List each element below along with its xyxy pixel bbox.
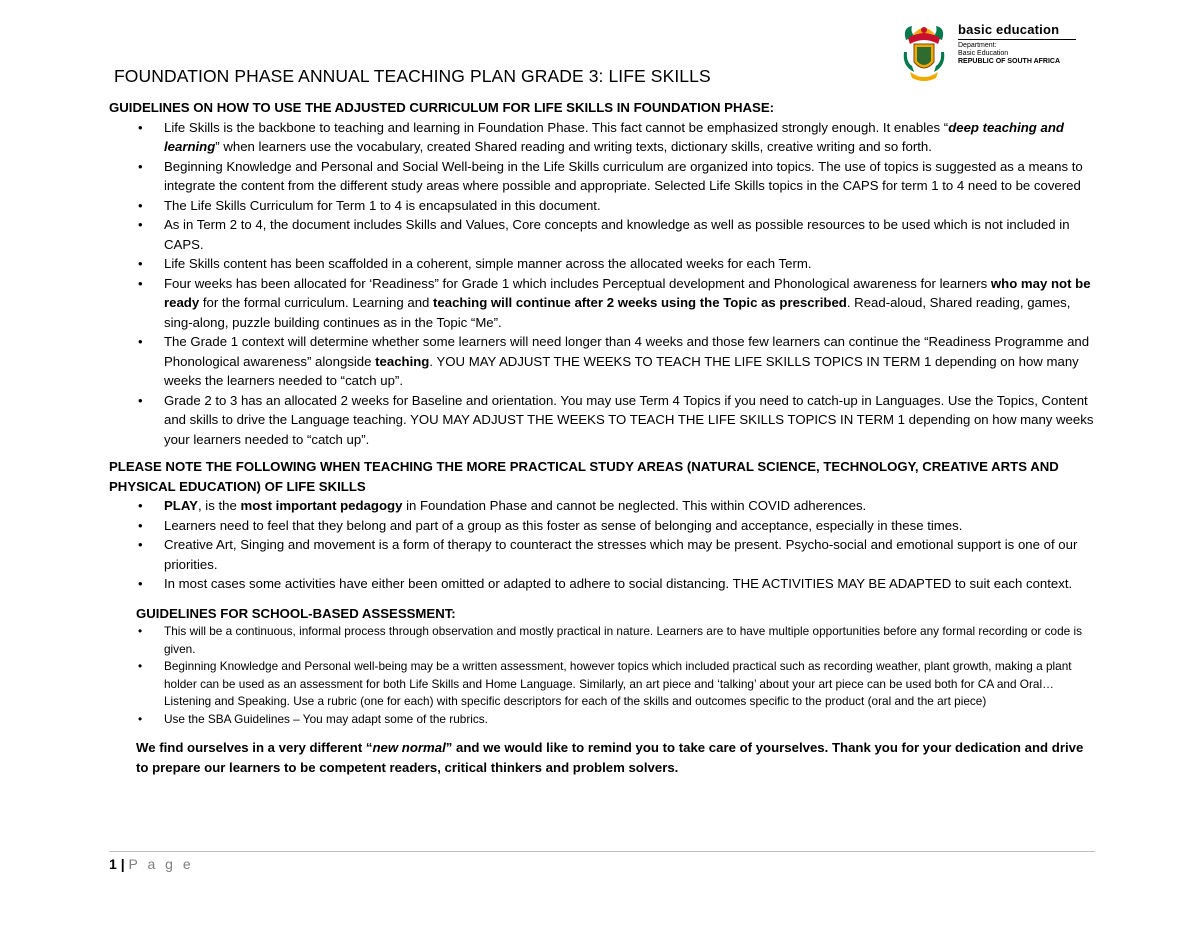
closing-text: We find ourselves in a very different “: [136, 740, 373, 755]
section-heading-practical: PLEASE NOTE THE FOLLOWING WHEN TEACHING THE MORE PRACTICAL STUDY AREAS (NATURAL SCIENCE, TECHNOLOGY, CREATIVE ARTS AND PHYSICAL EDUCATION) OF LIFE SKILLS: [109, 459, 1059, 494]
item-text: ” when learners use the vocabulary, created Shared reading and writing texts, dictionary skills, creative writing and so forth.: [215, 139, 932, 154]
list-item: [109, 496, 1099, 516]
bullet-icon: •: [138, 498, 143, 513]
item-text: The Grade 1 context will determine whether some learners will need longer than 4 weeks and those few learners can continue the “Readiness Programme and Phonological awareness” alongside: [164, 334, 1090, 369]
bullet-icon: •: [138, 119, 143, 135]
bullet-icon: •: [138, 217, 143, 232]
logo-title: basic education: [958, 22, 1060, 37]
logo-rule: [958, 39, 1076, 40]
list-item: [109, 274, 1099, 333]
item-text: Grade 2 to 3 has an allocated 2 weeks for Baseline and orientation. You may use Term 4 Topics if you need to catch-up in Languages. Use the Topics, Content and skills to drive the Language teaching. YOU MAY ADJUST THE WEEKS TO TEACH THE LIFE SKILLS TOPICS IN TERM 1 depending on how many weeks your learners needed to “catch up”.: [164, 392, 1094, 447]
list-item: [109, 535, 1099, 574]
bullet-icon: •: [138, 334, 143, 349]
list-item: [109, 332, 1099, 391]
page-title: FOUNDATION PHASE ANNUAL TEACHING PLAN GRADE 3: LIFE SKILLS: [114, 66, 711, 86]
list-item: [109, 157, 1099, 196]
item-emphasis: PLAY: [164, 498, 198, 513]
bullet-icon: •: [138, 537, 143, 552]
footer-divider: [109, 851, 1095, 852]
bullet-icon: •: [138, 256, 143, 271]
logo-department-label: Department:: [958, 42, 997, 49]
item-text: for the formal curriculum. Learning and: [199, 295, 434, 310]
item-text: This will be a continuous, informal process through observation and mostly practical in nature. Learners are to have multiple opportunities before any formal recording or code is given.: [164, 624, 1083, 656]
item-text: In most cases some activities have either been omitted or adapted to adhere to social distancing. THE ACTIVITIES MAY BE ADAPTED to suit each context.: [164, 576, 1073, 591]
item-emphasis: most important pedagogy: [240, 498, 403, 513]
item-text: As in Term 2 to 4, the document includes Skills and Values, Core concepts and knowledge as well as possible resources to be used which is not included in CAPS.: [164, 217, 1070, 252]
item-emphasis: deep teaching and learning: [164, 119, 1064, 154]
section-heading-assessment: GUIDELINES FOR SCHOOL-BASED ASSESSMENT:: [136, 605, 456, 621]
item-text: Learners need to feel that they belong and part of a group as this foster as sense of belonging and acceptance, especially in these times.: [164, 517, 963, 533]
bullet-icon: •: [138, 197, 143, 213]
item-text: in Foundation Phase and cannot be neglected. This within COVID adherences.: [402, 498, 867, 513]
footer-separator: |: [120, 856, 125, 872]
department-logo: [898, 22, 1088, 86]
list-item: [109, 623, 1099, 658]
item-emphasis: who may not be ready: [164, 275, 1091, 310]
page-footer: [109, 856, 194, 872]
item-emphasis: teaching: [375, 353, 430, 369]
logo-text: [958, 22, 1076, 66]
coat-of-arms-icon: [898, 22, 950, 84]
bullet-icon: •: [138, 711, 143, 726]
item-text: . Read-aloud, Shared reading, games, sing-along, puzzle building continues as in the Topic “Me”.: [164, 295, 1071, 330]
item-text: . YOU MAY ADJUST THE WEEKS TO TEACH THE LIFE SKILLS TOPICS IN TERM 1 depending on how many weeks the learners needed to “catch up”.: [164, 353, 1079, 388]
bullet-icon: •: [138, 275, 143, 291]
logo-department-name: Basic Education: [958, 50, 1009, 57]
item-text: Beginning Knowledge and Personal well-being may be a written assessment, however topics which included practical such as recording weather, plant growth, making a plant holder can be used as an assessment for both Life Skills and Home Language. Similarly, an art piece and ‘talking’ about your art piece can be used both for CA and Oral…Listening and Speaking. Use a rubric (one for each) with specific descriptors for each of the skills and outcomes specific to the product (oral and the art piece): [164, 659, 1072, 708]
bullet-icon: •: [138, 158, 143, 174]
assessment-list: [109, 623, 1099, 728]
list-item: [109, 118, 1099, 157]
logo-country: REPUBLIC OF SOUTH AFRICA: [958, 58, 1061, 65]
bullet-icon: •: [138, 624, 143, 638]
list-item: [109, 658, 1099, 711]
item-text: Life Skills is the backbone to teaching and learning in Foundation Phase. This fact cannot be emphasized strongly enough. It enables “: [164, 119, 949, 135]
list-item: [109, 391, 1099, 450]
document-body: [109, 98, 1099, 778]
closing-message: [109, 738, 1099, 778]
bullet-icon: •: [138, 659, 143, 673]
list-item: [109, 516, 1099, 536]
item-text: Use the SBA Guidelines – You may adapt some of the rubrics.: [164, 711, 488, 726]
closing-emphasis: new normal: [372, 740, 446, 755]
item-text: The Life Skills Curriculum for Term 1 to 4 is encapsulated in this document.: [164, 197, 601, 213]
bullet-icon: •: [138, 517, 143, 533]
guidelines-list: [109, 118, 1099, 450]
bullet-icon: •: [138, 392, 143, 408]
list-item: [109, 574, 1099, 594]
item-text: Creative Art, Singing and movement is a form of therapy to counteract the stresses which may be present. Psycho-social and emotional support is one of our priorities.: [164, 537, 1078, 572]
closing-text: ” and we would like to remind you to take care of yourselves. Thank you for your dedication and drive to prepare our learners to be competent readers, critical thinkers and problem solvers.: [136, 740, 1084, 775]
item-text: Life Skills content has been scaffolded in a coherent, simple manner across the allocated weeks for each Term.: [164, 256, 812, 271]
bullet-icon: •: [138, 576, 143, 591]
list-item: [109, 215, 1099, 254]
page-label: P a g e: [128, 856, 194, 872]
section-heading-guidelines: GUIDELINES ON HOW TO USE THE ADJUSTED CURRICULUM FOR LIFE SKILLS IN FOUNDATION PHASE:: [109, 100, 775, 115]
item-text: Beginning Knowledge and Personal and Social Well-being in the Life Skills curriculum are organized into topics. The use of topics is suggested as a means to integrate the content from the different study areas where possible and appropriate. Selected Life Skills topics in the CAPS for term 1 to 4 need to be covered: [164, 158, 1083, 193]
practical-list: [109, 496, 1099, 594]
item-emphasis: teaching will continue after 2 weeks using the Topic as prescribed: [433, 295, 847, 310]
item-text: Four weeks has been allocated for ‘Readiness” for Grade 1 which includes Perceptual development and Phonological awareness for learners: [164, 275, 991, 291]
list-item: [109, 254, 1099, 274]
list-item: [109, 711, 1099, 729]
item-text: , is the: [197, 498, 241, 513]
list-item: [109, 196, 1099, 216]
page-number: 1: [109, 856, 117, 872]
